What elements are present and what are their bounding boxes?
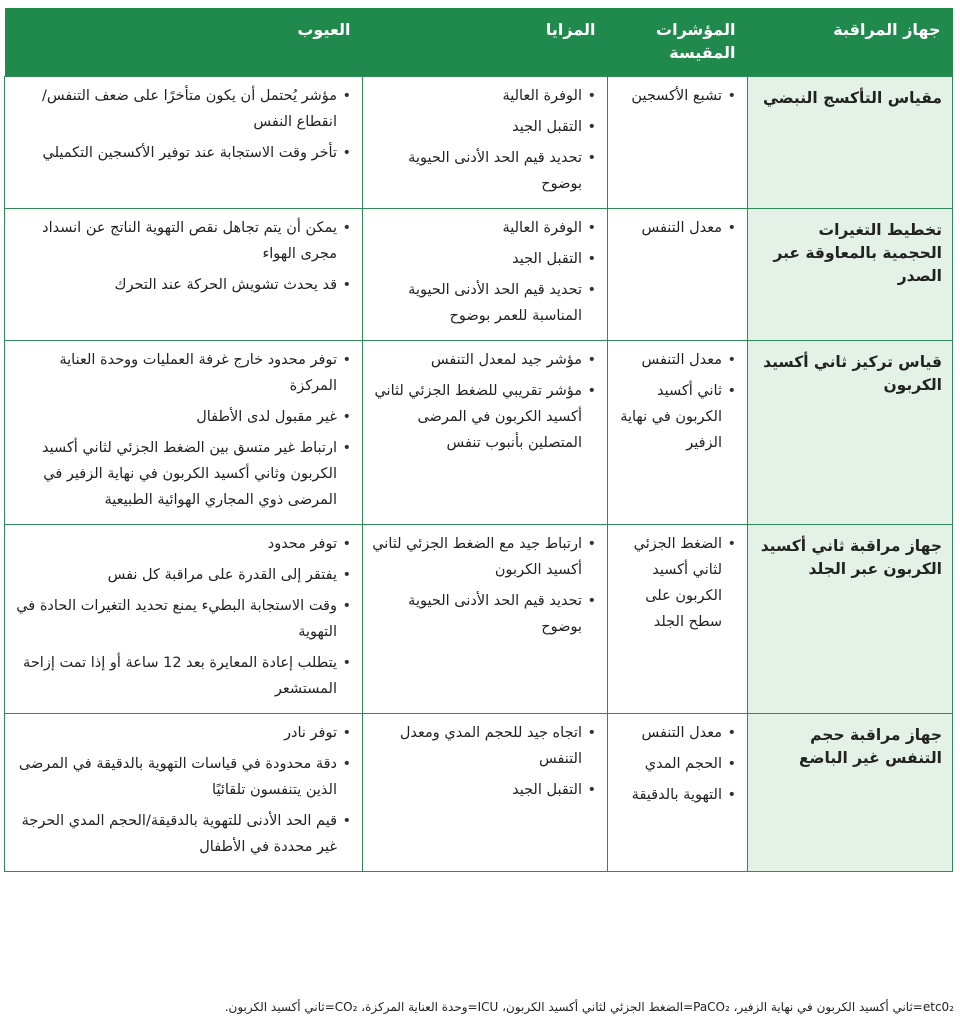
table-row (5, 209, 953, 341)
advantages-cell (363, 525, 608, 714)
list-item: • دقة محدودة في قياسات التهوية بالدقيقة في المرضى الذين يتنفسون تلقائيًا (13, 751, 352, 803)
header-measured: المؤشرات المقيسة (608, 8, 748, 77)
header-disadvantages: العيوب (5, 8, 363, 77)
disadvantages-cell (5, 209, 363, 341)
list-item: • تشبع الأكسجين (616, 83, 737, 109)
device-name: جهاز مراقبة ثاني أكسيد الكربون عبر الجلد (748, 525, 953, 714)
list-item: • يمكن أن يتم تجاهل نقص التهوية الناتج عن انسداد مجرى الهواء (13, 215, 352, 267)
header-advantages: المزايا (363, 8, 608, 77)
list-item: • مؤشر يُحتمل أن يكون متأخرًا على ضعف التنفس/انقطاع النفس (13, 83, 352, 135)
list-item: • معدل التنفس (616, 720, 737, 746)
list-item: • مؤشر تقريبي للضغط الجزئي لثاني أكسيد الكربون في المرضى المتصلين بأنبوب تنفس (371, 378, 597, 456)
device-name: مقياس التأكسج النبضي (748, 77, 953, 209)
list-item: • قد يحدث تشويش الحركة عند التحرك (13, 272, 352, 298)
list-item: • يتطلب إعادة المعايرة بعد 12 ساعة أو إذا تمت إزاحة المستشعر (13, 650, 352, 702)
measured-cell (608, 525, 748, 714)
list-item: • معدل التنفس (616, 347, 737, 373)
list-item: • الضغط الجزئي لثاني أكسيد الكربون على سطح الجلد (616, 531, 737, 635)
disadvantages-cell (5, 525, 363, 714)
list-item: • ثاني أكسيد الكربون في نهاية الزفير (616, 378, 737, 456)
list-item: • تحديد قيم الحد الأدنى الحيوية بوضوح (371, 145, 597, 197)
table-row (5, 525, 953, 714)
advantages-cell (363, 77, 608, 209)
header-device: جهاز المراقبة (748, 8, 953, 77)
measured-cell (608, 77, 748, 209)
list-item: • الوفرة العالية (371, 215, 597, 241)
disadvantages-cell (5, 77, 363, 209)
list-item: • مؤشر جيد لمعدل التنفس (371, 347, 597, 373)
disadvantages-cell (5, 714, 363, 872)
list-item: • معدل التنفس (616, 215, 737, 241)
list-item: • توفر نادر (13, 720, 352, 746)
advantages-cell (363, 714, 608, 872)
list-item: • تأخر وقت الاستجابة عند توفير الأكسجين التكميلي (13, 140, 352, 166)
list-item: • الوفرة العالية (371, 83, 597, 109)
table-row (5, 341, 953, 525)
advantages-cell (363, 209, 608, 341)
measured-cell (608, 209, 748, 341)
table-row (5, 714, 953, 872)
list-item: • الحجم المدي (616, 751, 737, 777)
list-item: • قيم الحد الأدنى للتهوية بالدقيقة/الحجم المدي الحرجة غير محددة في الأطفال (13, 808, 352, 860)
measured-cell (608, 341, 748, 525)
list-item: • توفر محدود خارج غرفة العمليات ووحدة العناية المركزة (13, 347, 352, 399)
table-header-row (5, 8, 953, 77)
list-item: • توفر محدود (13, 531, 352, 557)
list-item: • يفتقر إلى القدرة على مراقبة كل نفس (13, 562, 352, 588)
list-item: • تحديد قيم الحد الأدنى الحيوية بوضوح (371, 588, 597, 640)
device-name: قياس تركيز ثاني أكسيد الكربون (748, 341, 953, 525)
list-item: • غير مقبول لدى الأطفال (13, 404, 352, 430)
list-item: • اتجاه جيد للحجم المدي ومعدل التنفس (371, 720, 597, 772)
abbreviations-footnote: etc0₂=ثاني أكسيد الكربون في نهاية الزفير، PaCO₂=الضغط الجزئي لثاني أكسيد الكربون، ICU=وحدة العناية المركزة، CO₂=ثاني أكسيد الكربون. (224, 1000, 954, 1014)
table-row (5, 77, 953, 209)
list-item: • ارتباط غير متسق بين الضغط الجزئي لثاني أكسيد الكربون وثاني أكسيد الكربون في نهاية الزفير في المرضى ذوي المجاري الهوائية الطبيعية (13, 435, 352, 513)
list-item: • التقبل الجيد (371, 246, 597, 272)
device-name: جهاز مراقبة حجم التنفس غير الباضع (748, 714, 953, 872)
list-item: • التقبل الجيد (371, 114, 597, 140)
monitoring-devices-table (4, 8, 953, 872)
list-item: • التهوية بالدقيقة (616, 782, 737, 808)
monitoring-table-container (4, 8, 952, 872)
list-item: • تحديد قيم الحد الأدنى الحيوية المناسبة للعمر بوضوح (371, 277, 597, 329)
list-item: • التقبل الجيد (371, 777, 597, 803)
device-name: تخطيط التغيرات الحجمية بالمعاوقة عبر الصدر (748, 209, 953, 341)
list-item: • ارتباط جيد مع الضغط الجزئي لثاني أكسيد الكربون (371, 531, 597, 583)
list-item: • وقت الاستجابة البطيء يمنع تحديد التغيرات الحادة في التهوية (13, 593, 352, 645)
disadvantages-cell (5, 341, 363, 525)
measured-cell (608, 714, 748, 872)
advantages-cell (363, 341, 608, 525)
